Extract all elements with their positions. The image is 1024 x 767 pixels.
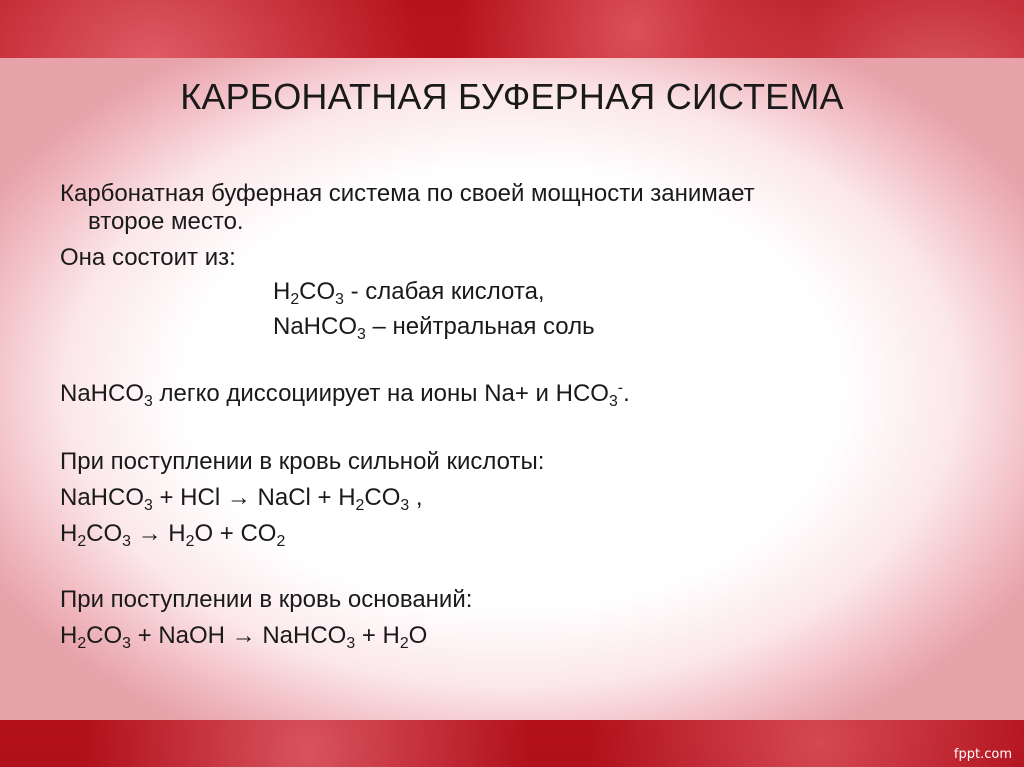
- component-h2co3: $H_2CO_3$ - слабая кислота,: [273, 278, 545, 309]
- watermark: fppt.com: [953, 747, 1012, 762]
- base-equation: $H_2CO_3$ + NaOH → NaHCO$_3$ + $H_2O$: [60, 622, 428, 653]
- acid-heading: При поступлении в кровь сильной кислоты:: [60, 448, 545, 475]
- intro-line-2: второе место.: [88, 208, 244, 235]
- consists-line: Она состоит из:: [60, 244, 236, 271]
- acid-equation-2: $H_2CO_3 \to H_2O + CO_2$: [60, 520, 286, 551]
- dissociation-line: NaHCO$_3$ легко диссоциирует на ионы Na+ и $HCO_3^-$.: [60, 379, 630, 411]
- acid-equation-1: NaHCO$_3$ + HCl → NaCl + $H_2CO_3$ ,: [60, 484, 423, 515]
- intro-line-1: Карбонатная буферная система по своей мощности занимает: [60, 180, 755, 207]
- slide-title: КАРБОНАТНАЯ БУФЕРНАЯ СИСТЕМА: [180, 76, 844, 117]
- component-nahco3: NaHCO$_3$ – нейтральная соль: [273, 313, 595, 344]
- base-heading: При поступлении в кровь оснований:: [60, 586, 473, 613]
